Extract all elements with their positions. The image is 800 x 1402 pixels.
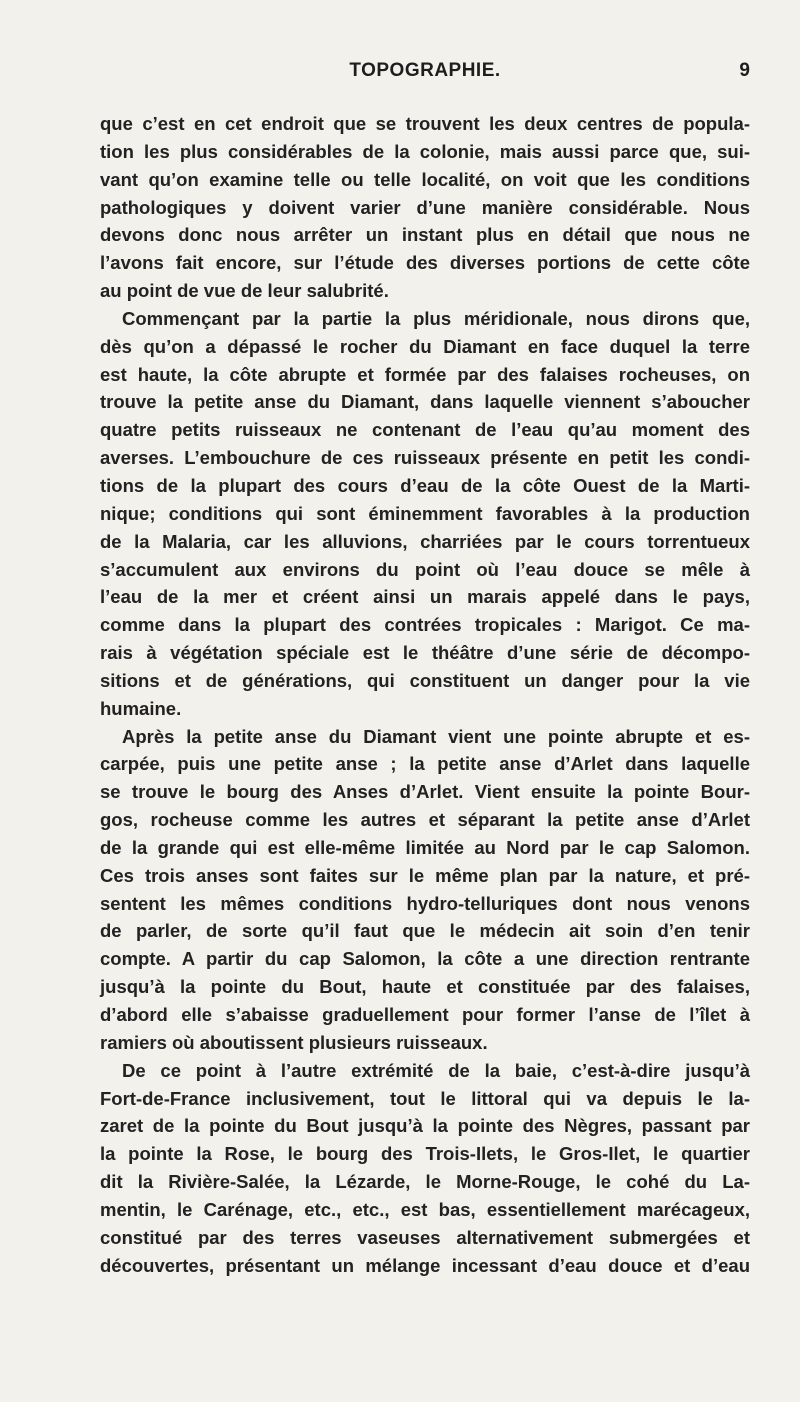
text-line: Commençant par la partie la plus méridionale, nous dirons que, — [122, 307, 750, 329]
text-line: Ces trois anses sont faites sur le même plan par la nature, et pré- — [100, 864, 750, 886]
running-title: TOPOGRAPHIE. — [349, 60, 501, 81]
text-line: vant qu’on examine telle ou telle localité, on voit que les conditions — [100, 168, 750, 190]
text-line: de la Malaria, car les alluvions, charriées par le cours torrentueux — [100, 530, 750, 552]
text-line: constitué par des terres vaseuses alternativement submergées et — [100, 1226, 750, 1248]
text-line: que c’est en cet endroit que se trouvent les deux centres de popula- — [100, 113, 750, 134]
text-line: jusqu’à la pointe du Bout, haute et constituée par des falaises, — [100, 976, 750, 998]
text-line: sitions et de générations, qui constituent un danger pour la vie — [100, 669, 750, 691]
text-line: Fort-de-France inclusivement, tout le littoral qui va depuis le la- — [100, 1087, 750, 1109]
text-line: carpée, puis une petite anse ; la petite anse d’Arlet dans laquelle — [100, 753, 750, 775]
text-line: dès qu’on a dépassé le rocher du Diamant en face duquel la terre — [100, 335, 750, 357]
text-line: gos, rocheuse comme les autres et séparant la petite anse d’Arlet — [100, 809, 750, 831]
text-line: découvertes, présentant un mélange incessant d’eau douce et d’eau — [100, 1254, 750, 1276]
text-line: nique; conditions qui sont éminemment favorables à la production — [100, 502, 750, 524]
text-line: de la grande qui est elle-même limitée au Nord par le cap Salomon. — [100, 836, 750, 858]
text-line: l’avons fait encore, sur l’étude des diverses portions de cette côte — [100, 252, 750, 274]
text-line: Après la petite anse du Diamant vient une pointe abrupte et es- — [122, 725, 750, 747]
page-number: 9 — [739, 60, 750, 81]
text-line: ramiers où aboutissent plusieurs ruisseaux. — [100, 1031, 488, 1053]
page-header — [100, 60, 750, 90]
text-line: humaine. — [100, 697, 182, 719]
text-line: trouve la petite anse du Diamant, dans laquelle viennent s’aboucher — [100, 391, 750, 413]
text-line: de parler, de sorte qu’il faut que le médecin ait soin d’en tenir — [100, 920, 750, 942]
text-line: rais à végétation spéciale est le théâtre d’une série de décompo- — [100, 642, 750, 664]
text-line: comme dans la plupart des contrées tropicales : Marigot. Ce ma- — [100, 614, 750, 636]
text-line: dit la Rivière-Salée, la Lézarde, le Morne-Rouge, le cohé du La- — [100, 1171, 750, 1193]
text-line: sentent les mêmes conditions hydro-telluriques dont nous venons — [100, 892, 750, 914]
text-line: la pointe la Rose, le bourg des Trois-Ilets, le Gros-Ilet, le quartier — [100, 1143, 750, 1165]
body-text — [100, 110, 750, 1279]
text-line: l’eau de la mer et créent ainsi un marais appelé dans le pays, — [100, 586, 750, 608]
text-line: quatre petits ruisseaux ne contenant de l’eau qu’au moment des — [100, 419, 750, 441]
text-line: au point de vue de leur salubrité. — [100, 280, 389, 302]
text-line: averses. L’embouchure de ces ruisseaux présente en petit les condi- — [100, 447, 750, 469]
text-line: mentin, le Carénage, etc., etc., est bas, essentiellement marécageux, — [100, 1198, 750, 1220]
text-line: devons donc nous arrêter un instant plus en détail que nous ne — [100, 224, 750, 246]
text-line: est haute, la côte abrupte et formée par des falaises rocheuses, on — [100, 363, 750, 385]
text-line: d’abord elle s’abaisse graduellement pour former l’anse de l’îlet à — [100, 1004, 750, 1025]
text-line: tions de la plupart des cours d’eau de la côte Ouest de la Marti- — [100, 474, 750, 496]
text-line: De ce point à l’autre extrémité de la baie, c’est-à-dire jusqu’à — [122, 1059, 750, 1081]
text-line: zaret de la pointe du Bout jusqu’à la pointe des Nègres, passant par — [100, 1115, 750, 1137]
text-line: se trouve le bourg des Anses d’Arlet. Vient ensuite la pointe Bour- — [100, 781, 750, 803]
text-line: pathologiques y doivent varier d’une manière considérable. Nous — [100, 196, 750, 218]
text-line: tion les plus considérables de la colonie, mais aussi parce que, sui- — [100, 140, 750, 162]
text-line: compte. A partir du cap Salomon, la côte a une direction rentrante — [100, 948, 750, 970]
text-line: s’accumulent aux environs du point où l’eau douce se mêle à — [100, 558, 750, 580]
